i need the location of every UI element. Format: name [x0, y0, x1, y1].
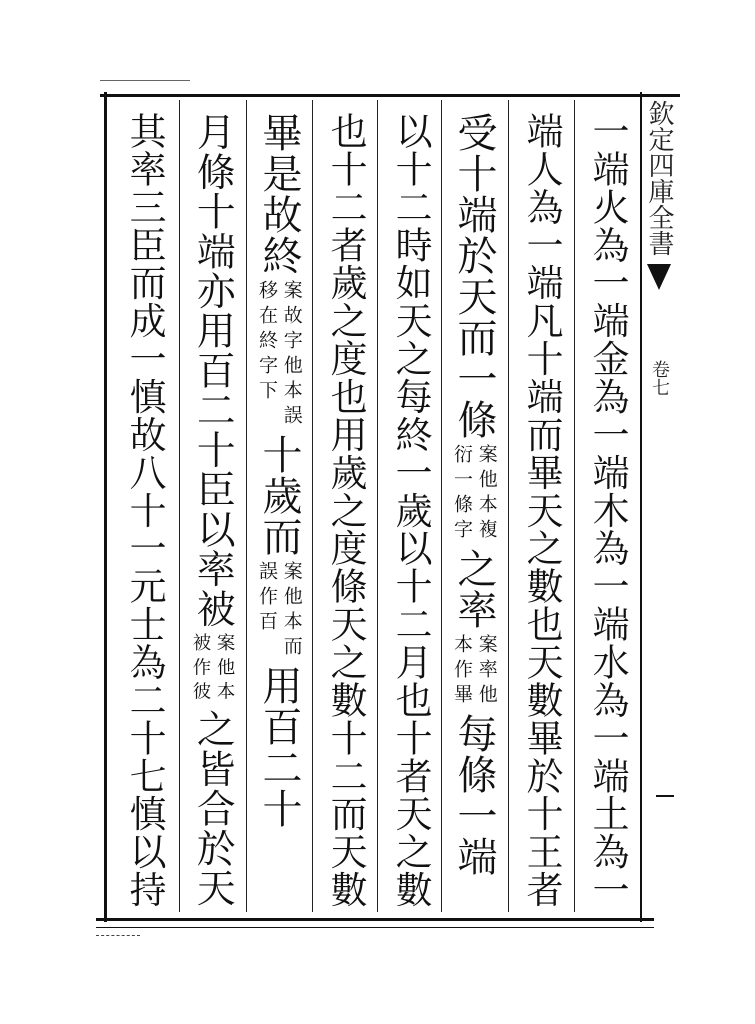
- annotation-note: [255, 280, 303, 430]
- main-text: 之皆合於天: [190, 709, 236, 908]
- main-text: 其率三臣而成一慎故八十一元士為二十七慎以持: [123, 112, 167, 909]
- text-column: [180, 112, 244, 908]
- main-text: 之率: [451, 548, 497, 630]
- frame-left-border: [104, 92, 107, 922]
- note-right-line: 案他本複: [475, 444, 498, 544]
- text-column: [442, 112, 506, 877]
- annotation-note: [189, 633, 235, 706]
- fish-tail-mark: [647, 264, 671, 290]
- note-left-line: 衍一條字: [451, 444, 473, 544]
- text-column: [247, 112, 311, 829]
- main-text: 用百二十: [256, 665, 302, 829]
- note-left-line: 誤作百: [256, 561, 278, 636]
- note-left-line: 移在終字下: [256, 280, 278, 405]
- annotation-note: [255, 561, 303, 661]
- frame-top-border: [100, 94, 680, 97]
- main-text: 端人為一端凡十端而畢天之數也天數畢於十王者: [520, 112, 564, 909]
- text-column: [112, 112, 176, 909]
- annotation-note: [450, 634, 498, 709]
- note-right-line: 案他本: [214, 632, 236, 706]
- main-text: 一端火為一端金為一端木為一端水為一端土為一: [586, 112, 630, 909]
- main-text: 十歲而: [256, 434, 302, 557]
- text-column: [378, 112, 442, 909]
- note-right-line: 案故字他本誤: [280, 280, 303, 430]
- note-left-line: 本作畢: [451, 634, 473, 709]
- fold-tick-mark: [656, 795, 674, 797]
- top-margin-line: [100, 80, 190, 81]
- main-text: 受十端於天而一條: [451, 112, 497, 440]
- book-title: 欽定四庫全書: [644, 100, 674, 256]
- volume-label: 卷七: [649, 360, 670, 396]
- text-column: [313, 112, 377, 909]
- note-right-line: 案率他: [475, 634, 498, 709]
- annotation-note: [450, 444, 498, 544]
- note-left-line: 被作彼: [190, 632, 211, 706]
- text-column: [509, 112, 573, 909]
- frame-bottom-border: [96, 918, 654, 921]
- main-text: 以十二時如天之每終一歲以十二月也十者天之數: [389, 112, 433, 909]
- bottom-dash-mark: [96, 935, 140, 936]
- note-right-line: 案他本而: [280, 561, 303, 661]
- frame-bottom-inner-border: [96, 927, 654, 928]
- main-text: 也十二者歲之度也用歲之度條天之數十二而天數: [324, 112, 368, 909]
- main-text: 畢是故終: [256, 112, 302, 276]
- main-text: 月條十端亦用百二十臣以率被: [190, 112, 236, 629]
- text-column: [575, 112, 639, 909]
- fold-margin: [642, 92, 676, 922]
- main-text: 每條一端: [451, 713, 497, 877]
